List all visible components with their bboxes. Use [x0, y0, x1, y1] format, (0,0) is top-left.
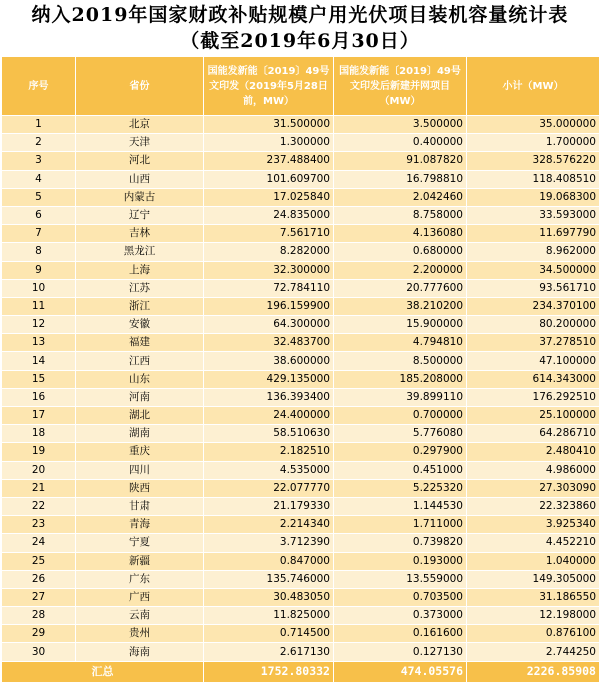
table-row — [2, 443, 600, 461]
table-row — [2, 407, 600, 425]
cell-no: 4 — [2, 170, 76, 188]
cell-no: 27 — [2, 588, 76, 606]
cell-after-new-grid: 0.161600 — [334, 625, 467, 643]
cell-after-new-grid: 8.758000 — [334, 206, 467, 224]
cell-after-new-grid: 1.711000 — [334, 516, 467, 534]
cell-province: 上海 — [76, 261, 204, 279]
table-row — [2, 388, 600, 406]
cell-before-may-28: 11.825000 — [204, 607, 334, 625]
cell-no: 8 — [2, 243, 76, 261]
cell-before-may-28: 2.617130 — [204, 643, 334, 661]
cell-no: 28 — [2, 607, 76, 625]
cell-subtotal: 47.100000 — [467, 352, 600, 370]
cell-before-may-28: 7.561710 — [204, 225, 334, 243]
cell-province: 辽宁 — [76, 206, 204, 224]
cell-subtotal: 12.198000 — [467, 607, 600, 625]
cell-province: 内蒙古 — [76, 188, 204, 206]
cell-before-may-28: 64.300000 — [204, 316, 334, 334]
table-row — [2, 225, 600, 243]
statistics-table — [1, 56, 600, 683]
cell-after-new-grid: 5.225320 — [334, 479, 467, 497]
table-row — [2, 279, 600, 297]
total-before-may-28: 1752.80332 — [204, 661, 334, 682]
cell-before-may-28: 58.510630 — [204, 425, 334, 443]
table-row — [2, 588, 600, 606]
cell-no: 12 — [2, 316, 76, 334]
header-after-new-grid: 国能发新能〔2019〕49号文印发后新建并网项目（MW） — [334, 57, 467, 116]
cell-after-new-grid: 1.144530 — [334, 497, 467, 515]
cell-province: 湖南 — [76, 425, 204, 443]
table-subtitle: （截至2019年6月30日） — [180, 30, 420, 52]
cell-province: 北京 — [76, 116, 204, 134]
cell-no: 17 — [2, 407, 76, 425]
table-row — [2, 297, 600, 315]
table-row — [2, 516, 600, 534]
cell-province: 天津 — [76, 134, 204, 152]
cell-subtotal: 0.876100 — [467, 625, 600, 643]
cell-no: 9 — [2, 261, 76, 279]
cell-province: 山西 — [76, 170, 204, 188]
cell-province: 湖北 — [76, 407, 204, 425]
cell-before-may-28: 1.300000 — [204, 134, 334, 152]
cell-before-may-28: 32.300000 — [204, 261, 334, 279]
cell-province: 河北 — [76, 152, 204, 170]
cell-after-new-grid: 3.500000 — [334, 116, 467, 134]
cell-before-may-28: 24.835000 — [204, 206, 334, 224]
table-row — [2, 334, 600, 352]
table-row — [2, 370, 600, 388]
table-row — [2, 461, 600, 479]
header-row — [2, 57, 600, 116]
cell-province: 浙江 — [76, 297, 204, 315]
table-row — [2, 134, 600, 152]
cell-province: 重庆 — [76, 443, 204, 461]
cell-after-new-grid: 0.700000 — [334, 407, 467, 425]
cell-before-may-28: 17.025840 — [204, 188, 334, 206]
cell-before-may-28: 22.077770 — [204, 479, 334, 497]
cell-no: 15 — [2, 370, 76, 388]
cell-no: 19 — [2, 443, 76, 461]
cell-no: 2 — [2, 134, 76, 152]
header-no: 序号 — [2, 57, 76, 116]
cell-province: 四川 — [76, 461, 204, 479]
table-row — [2, 607, 600, 625]
cell-subtotal: 149.305000 — [467, 570, 600, 588]
cell-before-may-28: 3.712390 — [204, 534, 334, 552]
cell-no: 21 — [2, 479, 76, 497]
table-row — [2, 352, 600, 370]
cell-before-may-28: 2.214340 — [204, 516, 334, 534]
cell-after-new-grid: 0.297900 — [334, 443, 467, 461]
cell-after-new-grid: 20.777600 — [334, 279, 467, 297]
table-row — [2, 206, 600, 224]
cell-before-may-28: 30.483050 — [204, 588, 334, 606]
cell-no: 23 — [2, 516, 76, 534]
cell-no: 13 — [2, 334, 76, 352]
cell-subtotal: 19.068300 — [467, 188, 600, 206]
cell-no: 30 — [2, 643, 76, 661]
cell-subtotal: 22.323860 — [467, 497, 600, 515]
total-row — [2, 661, 600, 682]
cell-subtotal: 2.480410 — [467, 443, 600, 461]
cell-province: 青海 — [76, 516, 204, 534]
cell-subtotal: 176.292510 — [467, 388, 600, 406]
cell-province: 福建 — [76, 334, 204, 352]
cell-before-may-28: 135.746000 — [204, 570, 334, 588]
table-row — [2, 625, 600, 643]
table-row — [2, 570, 600, 588]
cell-after-new-grid: 16.798810 — [334, 170, 467, 188]
cell-province: 江西 — [76, 352, 204, 370]
cell-subtotal: 33.593000 — [467, 206, 600, 224]
cell-subtotal: 328.576220 — [467, 152, 600, 170]
cell-after-new-grid: 4.794810 — [334, 334, 467, 352]
cell-after-new-grid: 2.042460 — [334, 188, 467, 206]
cell-subtotal: 31.186550 — [467, 588, 600, 606]
cell-subtotal: 2.744250 — [467, 643, 600, 661]
cell-after-new-grid: 15.900000 — [334, 316, 467, 334]
cell-subtotal: 8.962000 — [467, 243, 600, 261]
table-row — [2, 479, 600, 497]
total-label: 汇总 — [2, 661, 204, 682]
cell-after-new-grid: 0.400000 — [334, 134, 467, 152]
cell-after-new-grid: 0.703500 — [334, 588, 467, 606]
cell-province: 海南 — [76, 643, 204, 661]
cell-no: 18 — [2, 425, 76, 443]
cell-before-may-28: 429.135000 — [204, 370, 334, 388]
cell-no: 3 — [2, 152, 76, 170]
table-row — [2, 534, 600, 552]
cell-after-new-grid: 8.500000 — [334, 352, 467, 370]
table-title: 纳入2019年国家财政补贴规模户用光伏项目装机容量统计表 — [31, 4, 569, 26]
cell-province: 宁夏 — [76, 534, 204, 552]
cell-no: 16 — [2, 388, 76, 406]
cell-province: 河南 — [76, 388, 204, 406]
cell-subtotal: 4.986000 — [467, 461, 600, 479]
total-subtotal: 2226.85908 — [467, 661, 600, 682]
cell-subtotal: 1.700000 — [467, 134, 600, 152]
cell-after-new-grid: 0.373000 — [334, 607, 467, 625]
cell-province: 黑龙江 — [76, 243, 204, 261]
cell-after-new-grid: 0.127130 — [334, 643, 467, 661]
cell-before-may-28: 24.400000 — [204, 407, 334, 425]
table-row — [2, 552, 600, 570]
cell-before-may-28: 38.600000 — [204, 352, 334, 370]
cell-after-new-grid: 0.739820 — [334, 534, 467, 552]
table-row — [2, 425, 600, 443]
cell-no: 6 — [2, 206, 76, 224]
cell-before-may-28: 4.535000 — [204, 461, 334, 479]
cell-subtotal: 34.500000 — [467, 261, 600, 279]
cell-province: 广东 — [76, 570, 204, 588]
cell-no: 7 — [2, 225, 76, 243]
cell-after-new-grid: 5.776080 — [334, 425, 467, 443]
cell-subtotal: 93.561710 — [467, 279, 600, 297]
table-row — [2, 643, 600, 661]
cell-no: 14 — [2, 352, 76, 370]
cell-no: 1 — [2, 116, 76, 134]
cell-province: 云南 — [76, 607, 204, 625]
cell-no: 26 — [2, 570, 76, 588]
cell-subtotal: 27.303090 — [467, 479, 600, 497]
cell-subtotal: 35.000000 — [467, 116, 600, 134]
total-after-new-grid: 474.05576 — [334, 661, 467, 682]
cell-province: 安徽 — [76, 316, 204, 334]
cell-before-may-28: 136.393400 — [204, 388, 334, 406]
cell-after-new-grid: 13.559000 — [334, 570, 467, 588]
cell-subtotal: 234.370100 — [467, 297, 600, 315]
table-row — [2, 261, 600, 279]
cell-after-new-grid: 0.451000 — [334, 461, 467, 479]
table-row — [2, 316, 600, 334]
cell-no: 25 — [2, 552, 76, 570]
cell-province: 陕西 — [76, 479, 204, 497]
cell-after-new-grid: 0.680000 — [334, 243, 467, 261]
cell-province: 山东 — [76, 370, 204, 388]
cell-province: 广西 — [76, 588, 204, 606]
cell-no: 29 — [2, 625, 76, 643]
cell-before-may-28: 0.847000 — [204, 552, 334, 570]
cell-subtotal: 11.697790 — [467, 225, 600, 243]
cell-before-may-28: 101.609700 — [204, 170, 334, 188]
cell-after-new-grid: 38.210200 — [334, 297, 467, 315]
cell-before-may-28: 8.282000 — [204, 243, 334, 261]
header-subtotal: 小计（MW） — [467, 57, 600, 116]
cell-after-new-grid: 4.136080 — [334, 225, 467, 243]
cell-subtotal: 37.278510 — [467, 334, 600, 352]
table-row — [2, 188, 600, 206]
cell-no: 5 — [2, 188, 76, 206]
table-row — [2, 243, 600, 261]
cell-subtotal: 118.408510 — [467, 170, 600, 188]
cell-province: 甘肃 — [76, 497, 204, 515]
cell-subtotal: 614.343000 — [467, 370, 600, 388]
cell-no: 22 — [2, 497, 76, 515]
cell-after-new-grid: 2.200000 — [334, 261, 467, 279]
cell-after-new-grid: 39.899110 — [334, 388, 467, 406]
table-row — [2, 497, 600, 515]
table-row — [2, 152, 600, 170]
cell-subtotal: 3.925340 — [467, 516, 600, 534]
cell-subtotal: 80.200000 — [467, 316, 600, 334]
cell-subtotal: 4.452210 — [467, 534, 600, 552]
cell-before-may-28: 2.182510 — [204, 443, 334, 461]
header-before-may-28: 国能发新能〔2019〕49号文印发（2019年5月28日前，MW） — [204, 57, 334, 116]
cell-province: 贵州 — [76, 625, 204, 643]
header-province: 省份 — [76, 57, 204, 116]
cell-subtotal: 1.040000 — [467, 552, 600, 570]
cell-no: 11 — [2, 297, 76, 315]
cell-after-new-grid: 0.193000 — [334, 552, 467, 570]
cell-after-new-grid: 185.208000 — [334, 370, 467, 388]
table-row — [2, 170, 600, 188]
cell-no: 24 — [2, 534, 76, 552]
cell-after-new-grid: 91.087820 — [334, 152, 467, 170]
cell-before-may-28: 196.159900 — [204, 297, 334, 315]
cell-province: 江苏 — [76, 279, 204, 297]
table-row — [2, 116, 600, 134]
cell-before-may-28: 21.179330 — [204, 497, 334, 515]
cell-province: 吉林 — [76, 225, 204, 243]
cell-subtotal: 25.100000 — [467, 407, 600, 425]
cell-province: 新疆 — [76, 552, 204, 570]
cell-before-may-28: 72.784110 — [204, 279, 334, 297]
cell-before-may-28: 32.483700 — [204, 334, 334, 352]
cell-before-may-28: 0.714500 — [204, 625, 334, 643]
table-body — [2, 116, 600, 662]
cell-no: 10 — [2, 279, 76, 297]
cell-before-may-28: 237.488400 — [204, 152, 334, 170]
cell-no: 20 — [2, 461, 76, 479]
cell-subtotal: 64.286710 — [467, 425, 600, 443]
cell-before-may-28: 31.500000 — [204, 116, 334, 134]
